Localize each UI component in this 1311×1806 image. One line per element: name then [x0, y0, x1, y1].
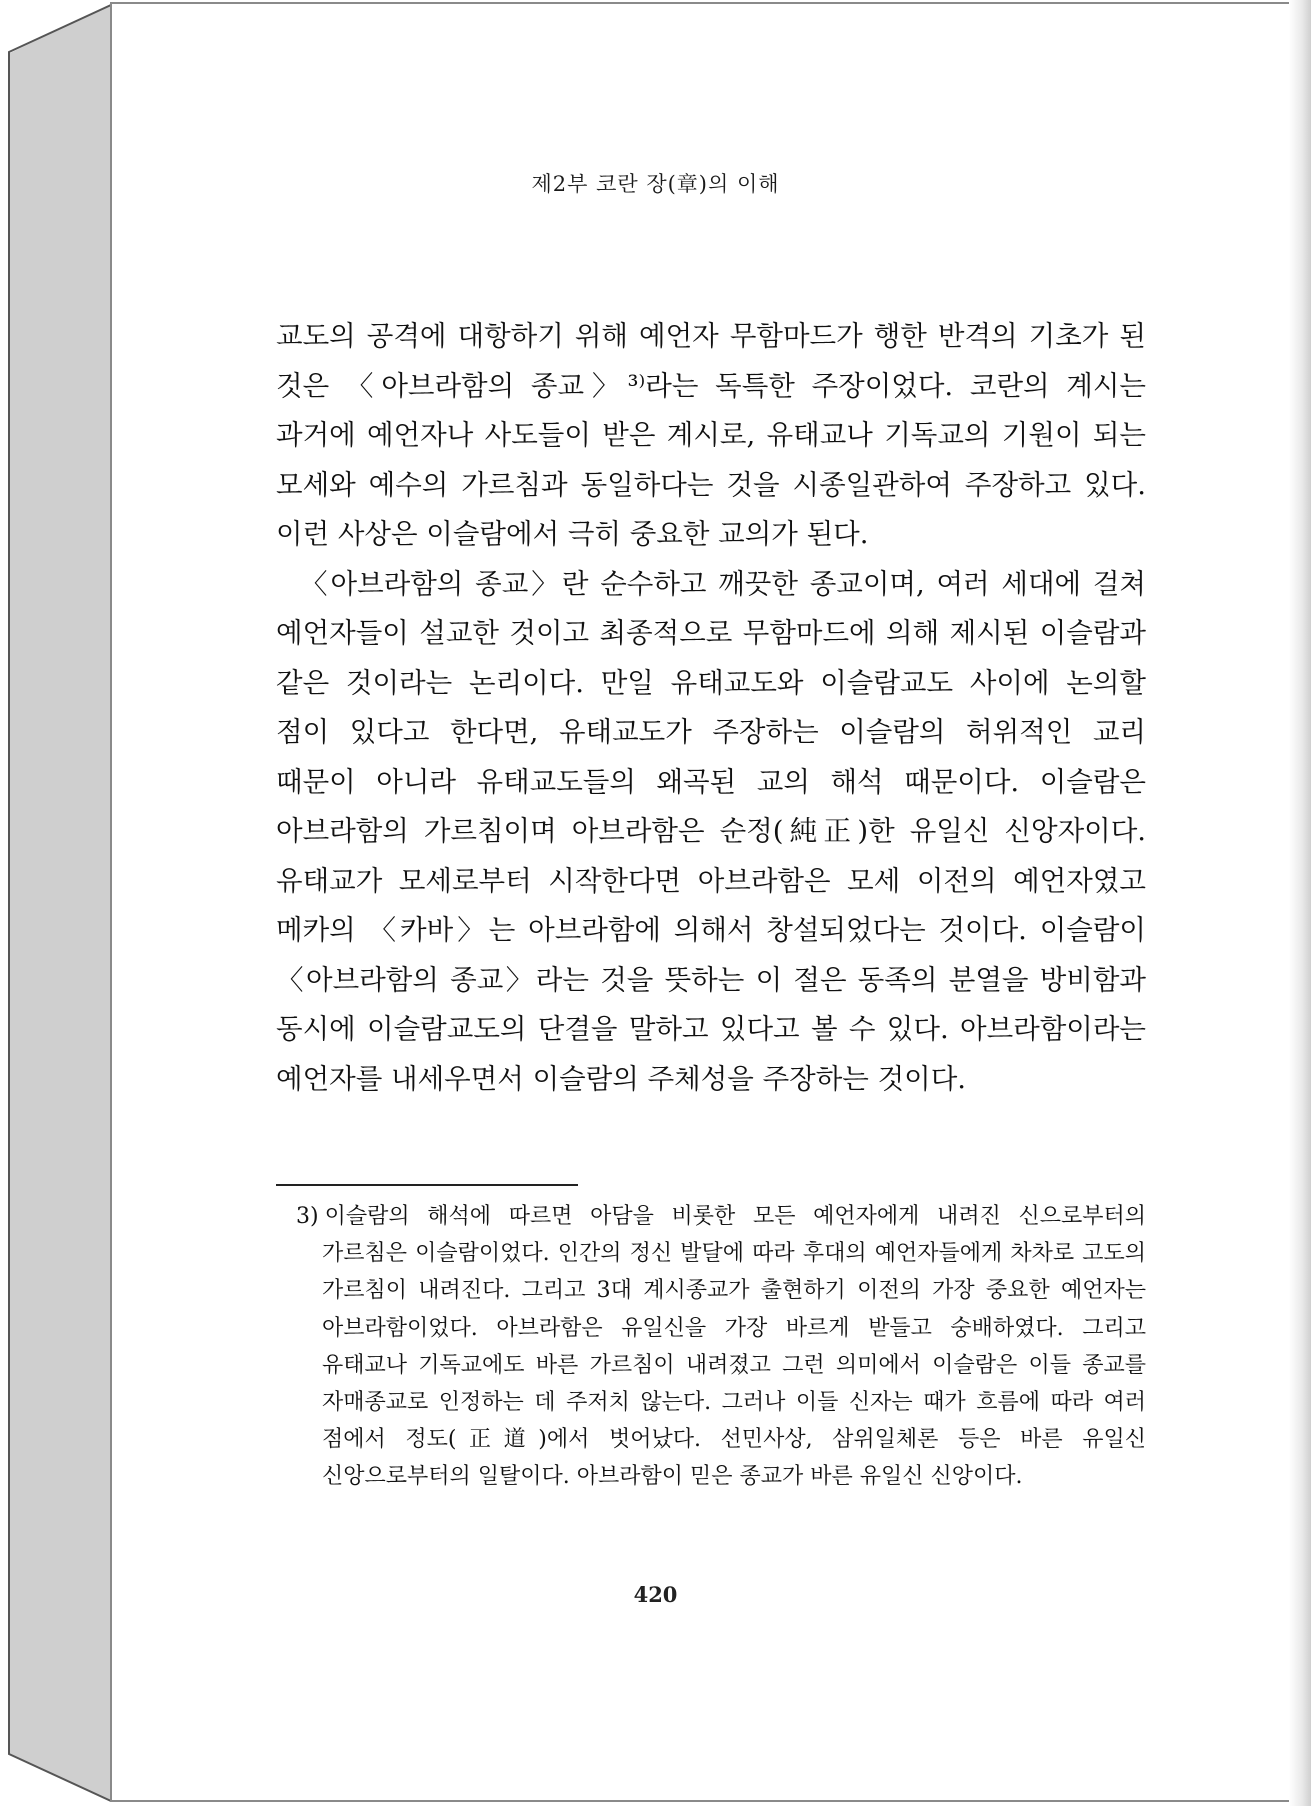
paragraph-2: 〈아브라함의 종교〉란 순수하고 깨끗한 종교이며, 여러 세대에 걸쳐 예언자들이 설교한 것이고 최종적으로 무함마드에 의해 제시된 이슬람과 같은 것이라는 논리이다. 만일 유태교도와 이슬람교도 사이에 논의할 점이 있다고 한다면, 유태교도가 주장하는 이슬람의 허위적인 교리 때문이 아니라 유태교도들의 왜곡된 교의 해석 때문이다. 이슬람은 아브라함의 가르침이며 아브라함은 순정(純正)한 유일신 신앙자이다. 유태교가 모세로부터 시작한다면 아브라함은 모세 이전의 예언자였고 메카의 〈카바〉는 아브라함에 의해서 창설되었다는 것이다. 이슬람이 〈아브라함의 종교〉라는 것을 뜻하는 이 절은 동족의 분열을 방비함과 동시에 이슬람교도의 단결을 말하고 있다고 볼 수 있다. 아브라함이라는 예언자를 내세우면서 이슬람의 주체성을 주장하는 것이다. [276, 567, 1146, 1095]
book-spine [8, 4, 112, 1802]
footnote-rule [276, 1184, 578, 1186]
running-head: 제2부 코란 장(章)의 이해 [531, 172, 780, 196]
paragraph-1: 교도의 공격에 대항하기 위해 예언자 무함마드가 행한 반격의 기초가 된 것은 〈아브라함의 종교〉³⁾라는 독특한 주장이었다. 코란의 계시는 과거에 예언자나 사도들이 받은 계시로, 유태교나 기독교의 기원이 되는 모세와 예수의 가르침과 동일하다는 것을 시종일관하여 주장하고 있다. 이런 사상은 이슬람에서 극히 중요한 교의가 된다. [276, 320, 1146, 550]
footnote-mark: 3) [296, 1204, 319, 1229]
footnote-body [296, 1198, 1146, 1496]
page-edge-shadow [1289, 0, 1311, 1806]
footnote [296, 1198, 1146, 1496]
body-text [276, 312, 1146, 1104]
page-number: 420 [633, 1582, 678, 1607]
footnote-text: 이슬람의 해석에 따르면 아담을 비롯한 모든 예언자에게 내려진 신으로부터의 가르침은 이슬람이었다. 인간의 정신 발달에 따라 후대의 예언자들에게 차차로 고도의 가르침이 내려진다. 그리고 3대 계시종교가 출현하기 이전의 가장 중요한 예언자는 아브라함이었다. 아브라함은 유일신을 가장 바르게 받들고 숭배하였다. 그리고 유태교나 기독교에도 바른 가르침이 내려졌고 그런 의미에서 이슬람은 이들 종교를 자매종교로 인정하는 데 주저치 않는다. 그러나 이들 신자는 때가 흐름에 따라 여러 점에서 정도(正道)에서 벗어났다. 선민사상, 삼위일체론 등은 바른 유일신 신앙으로부터의 일탈이다. 아브라함이 믿은 종교가 바른 유일신 신앙이다. [322, 1204, 1146, 1490]
